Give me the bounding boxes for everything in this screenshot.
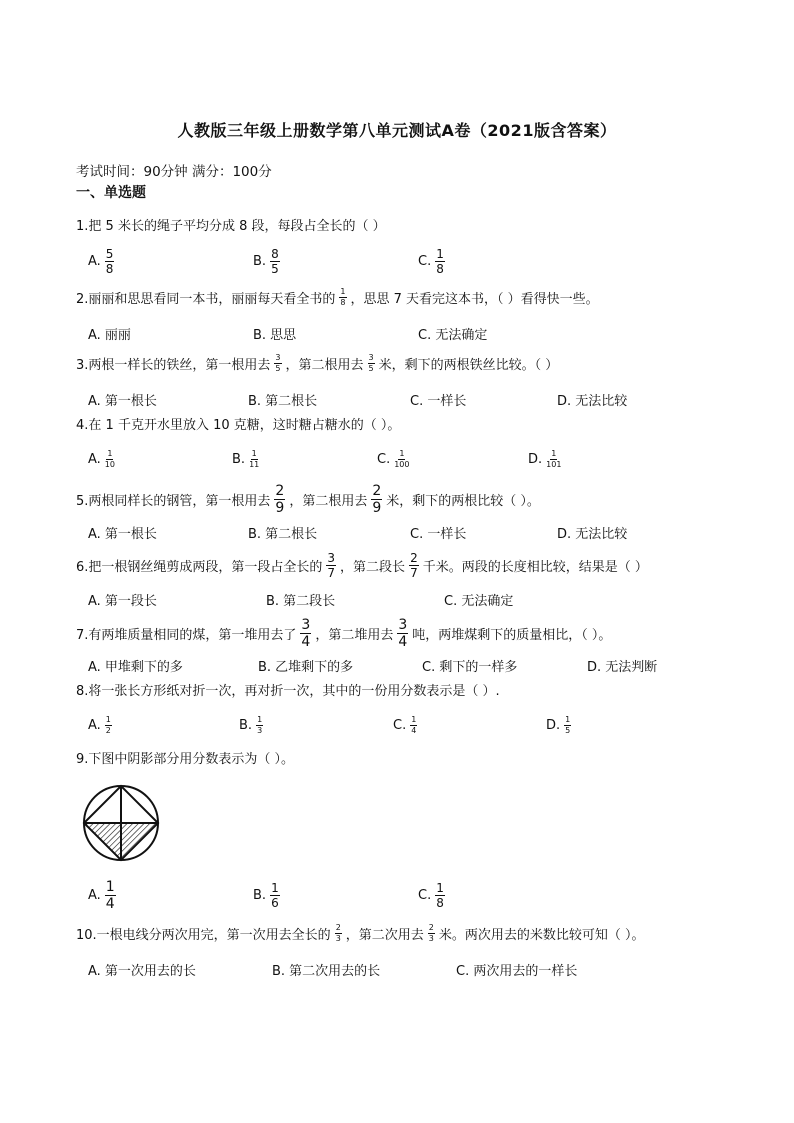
q5-option-c[interactable]: C. 一样长: [410, 526, 467, 542]
page-title: 人教版三年级上册数学第八单元测试A卷（2021版含答案）: [177, 121, 617, 140]
q9-option-a[interactable]: A. $\frac{1}{4}$: [88, 878, 115, 912]
q3-option-d[interactable]: D. 无法比较: [557, 393, 628, 409]
q4-option-a[interactable]: A. $\frac{1}{10}$: [88, 448, 115, 469]
q5-option-b[interactable]: B. 第二根长: [248, 526, 318, 542]
q8-option-b[interactable]: B. $\frac{1}{3}$: [239, 714, 263, 735]
q10-option-a[interactable]: A. 第一次用去的长: [88, 963, 196, 979]
q7-option-d[interactable]: D. 无法判断: [587, 659, 658, 675]
q3-option-c[interactable]: C. 一样长: [410, 393, 467, 409]
question-4: 4.在 1 千克开水里放入 10 克糖，这时糖占糖水的（ ）。: [76, 418, 401, 433]
q8-option-d[interactable]: D. $\frac{1}{5}$: [546, 714, 571, 735]
q6-option-a[interactable]: A. 第一段长: [88, 593, 157, 609]
exam-info: 考试时间：90分钟 满分：100分: [76, 164, 272, 180]
question-8: 8.将一张长方形纸对折一次，再对折一次，其中的一份用分数表示是（ ）.: [76, 684, 500, 699]
q8-option-c[interactable]: C. $\frac{1}{4}$: [393, 714, 417, 735]
q9-option-b[interactable]: B. $\frac{1}{6}$: [253, 880, 279, 910]
question-2-options: [88, 318, 768, 348]
question-10: 10.一根电线分两次用完，第一次用去全长的 $\frac{2}{3}$ ，第二次用去 $\frac{2}{3}$ 米。两次用去的米数比较可知（ ）。: [76, 923, 645, 943]
question-4-options: [88, 444, 768, 474]
q1-option-c[interactable]: C. $\frac{1}{8}$: [418, 246, 444, 276]
question-7: 7.有两堆质量相同的煤，第一堆用去了 $\frac{3}{4}$ ，第二堆用去 $\frac{3}{4}$ 吨，两堆煤剩下的质量相比，（ ）。: [76, 617, 612, 650]
q3-option-a[interactable]: A. 第一根长: [88, 393, 157, 409]
question-9-options: [88, 880, 768, 910]
q6-option-c[interactable]: C. 无法确定: [444, 593, 514, 609]
circle-diagram: [76, 778, 166, 868]
q10-option-b[interactable]: B. 第二次用去的长: [272, 963, 381, 979]
q2-option-c[interactable]: C. 无法确定: [418, 327, 488, 343]
question-1: 1.把 5 米长的绳子平均分成 8 段，每段占全长的（ ）: [76, 219, 386, 234]
q7-option-b[interactable]: B. 乙堆剩下的多: [258, 659, 354, 675]
q1-option-a[interactable]: A. $\frac{5}{8}$: [88, 246, 114, 276]
q4-option-c[interactable]: C. $\frac{1}{100}$: [377, 448, 410, 469]
q5-option-a[interactable]: A. 第一根长: [88, 526, 157, 542]
q5-option-d[interactable]: D. 无法比较: [557, 526, 628, 542]
shaded-circle-figure: [76, 778, 166, 872]
question-7-options: [88, 650, 768, 680]
q3-option-b[interactable]: B. 第二根长: [248, 393, 318, 409]
question-1-options: [88, 246, 768, 276]
question-6-options: [88, 584, 768, 614]
question-5-options: [88, 517, 768, 547]
q1-option-b[interactable]: B. $\frac{8}{5}$: [253, 246, 279, 276]
q9-option-c[interactable]: C. $\frac{1}{8}$: [418, 880, 444, 910]
q2-option-a[interactable]: A. 丽丽: [88, 327, 131, 343]
question-2: 2.丽丽和思思看同一本书，丽丽每天看全书的 $\frac{1}{8}$ ，思思 7 天看完这本书，（ ）看得快一些。: [76, 287, 599, 307]
q10-option-c[interactable]: C. 两次用去的一样长: [456, 963, 578, 979]
q8-option-a[interactable]: A. $\frac{1}{2}$: [88, 714, 111, 735]
question-9: 9.下图中阴影部分用分数表示为（ ）。: [76, 752, 295, 767]
section-heading: 一、单选题: [76, 185, 146, 201]
q6-option-b[interactable]: B. 第二段长: [266, 593, 336, 609]
q4-option-d[interactable]: D. $\frac{1}{101}$: [528, 448, 562, 469]
q7-option-a[interactable]: A. 甲堆剩下的多: [88, 659, 183, 675]
question-8-options: [88, 710, 768, 740]
question-10-options: [88, 954, 768, 984]
q4-option-b[interactable]: B. $\frac{1}{11}$: [232, 448, 260, 469]
q7-option-c[interactable]: C. 剩下的一样多: [422, 659, 518, 675]
question-5: 5.两根同样长的钢管，第一根用去 $\frac{2}{9}$ ，第二根用去 $\frac{2}{9}$ 米，剩下的两根比较（ ）。: [76, 483, 540, 516]
q2-option-b[interactable]: B. 思思: [253, 327, 297, 343]
question-6: 6.把一根钢丝绳剪成两段，第一段占全长的 $\frac{3}{7}$ ，第二段长 $\frac{2}{7}$ 千米。两段的长度相比较，结果是（ ）: [76, 551, 648, 580]
question-3-options: [88, 384, 768, 414]
question-3: 3.两根一样长的铁丝，第一根用去 $\frac{3}{5}$ ，第二根用去 $\frac{3}{5}$ 米，剩下的两根铁丝比较。（ ）: [76, 353, 559, 373]
